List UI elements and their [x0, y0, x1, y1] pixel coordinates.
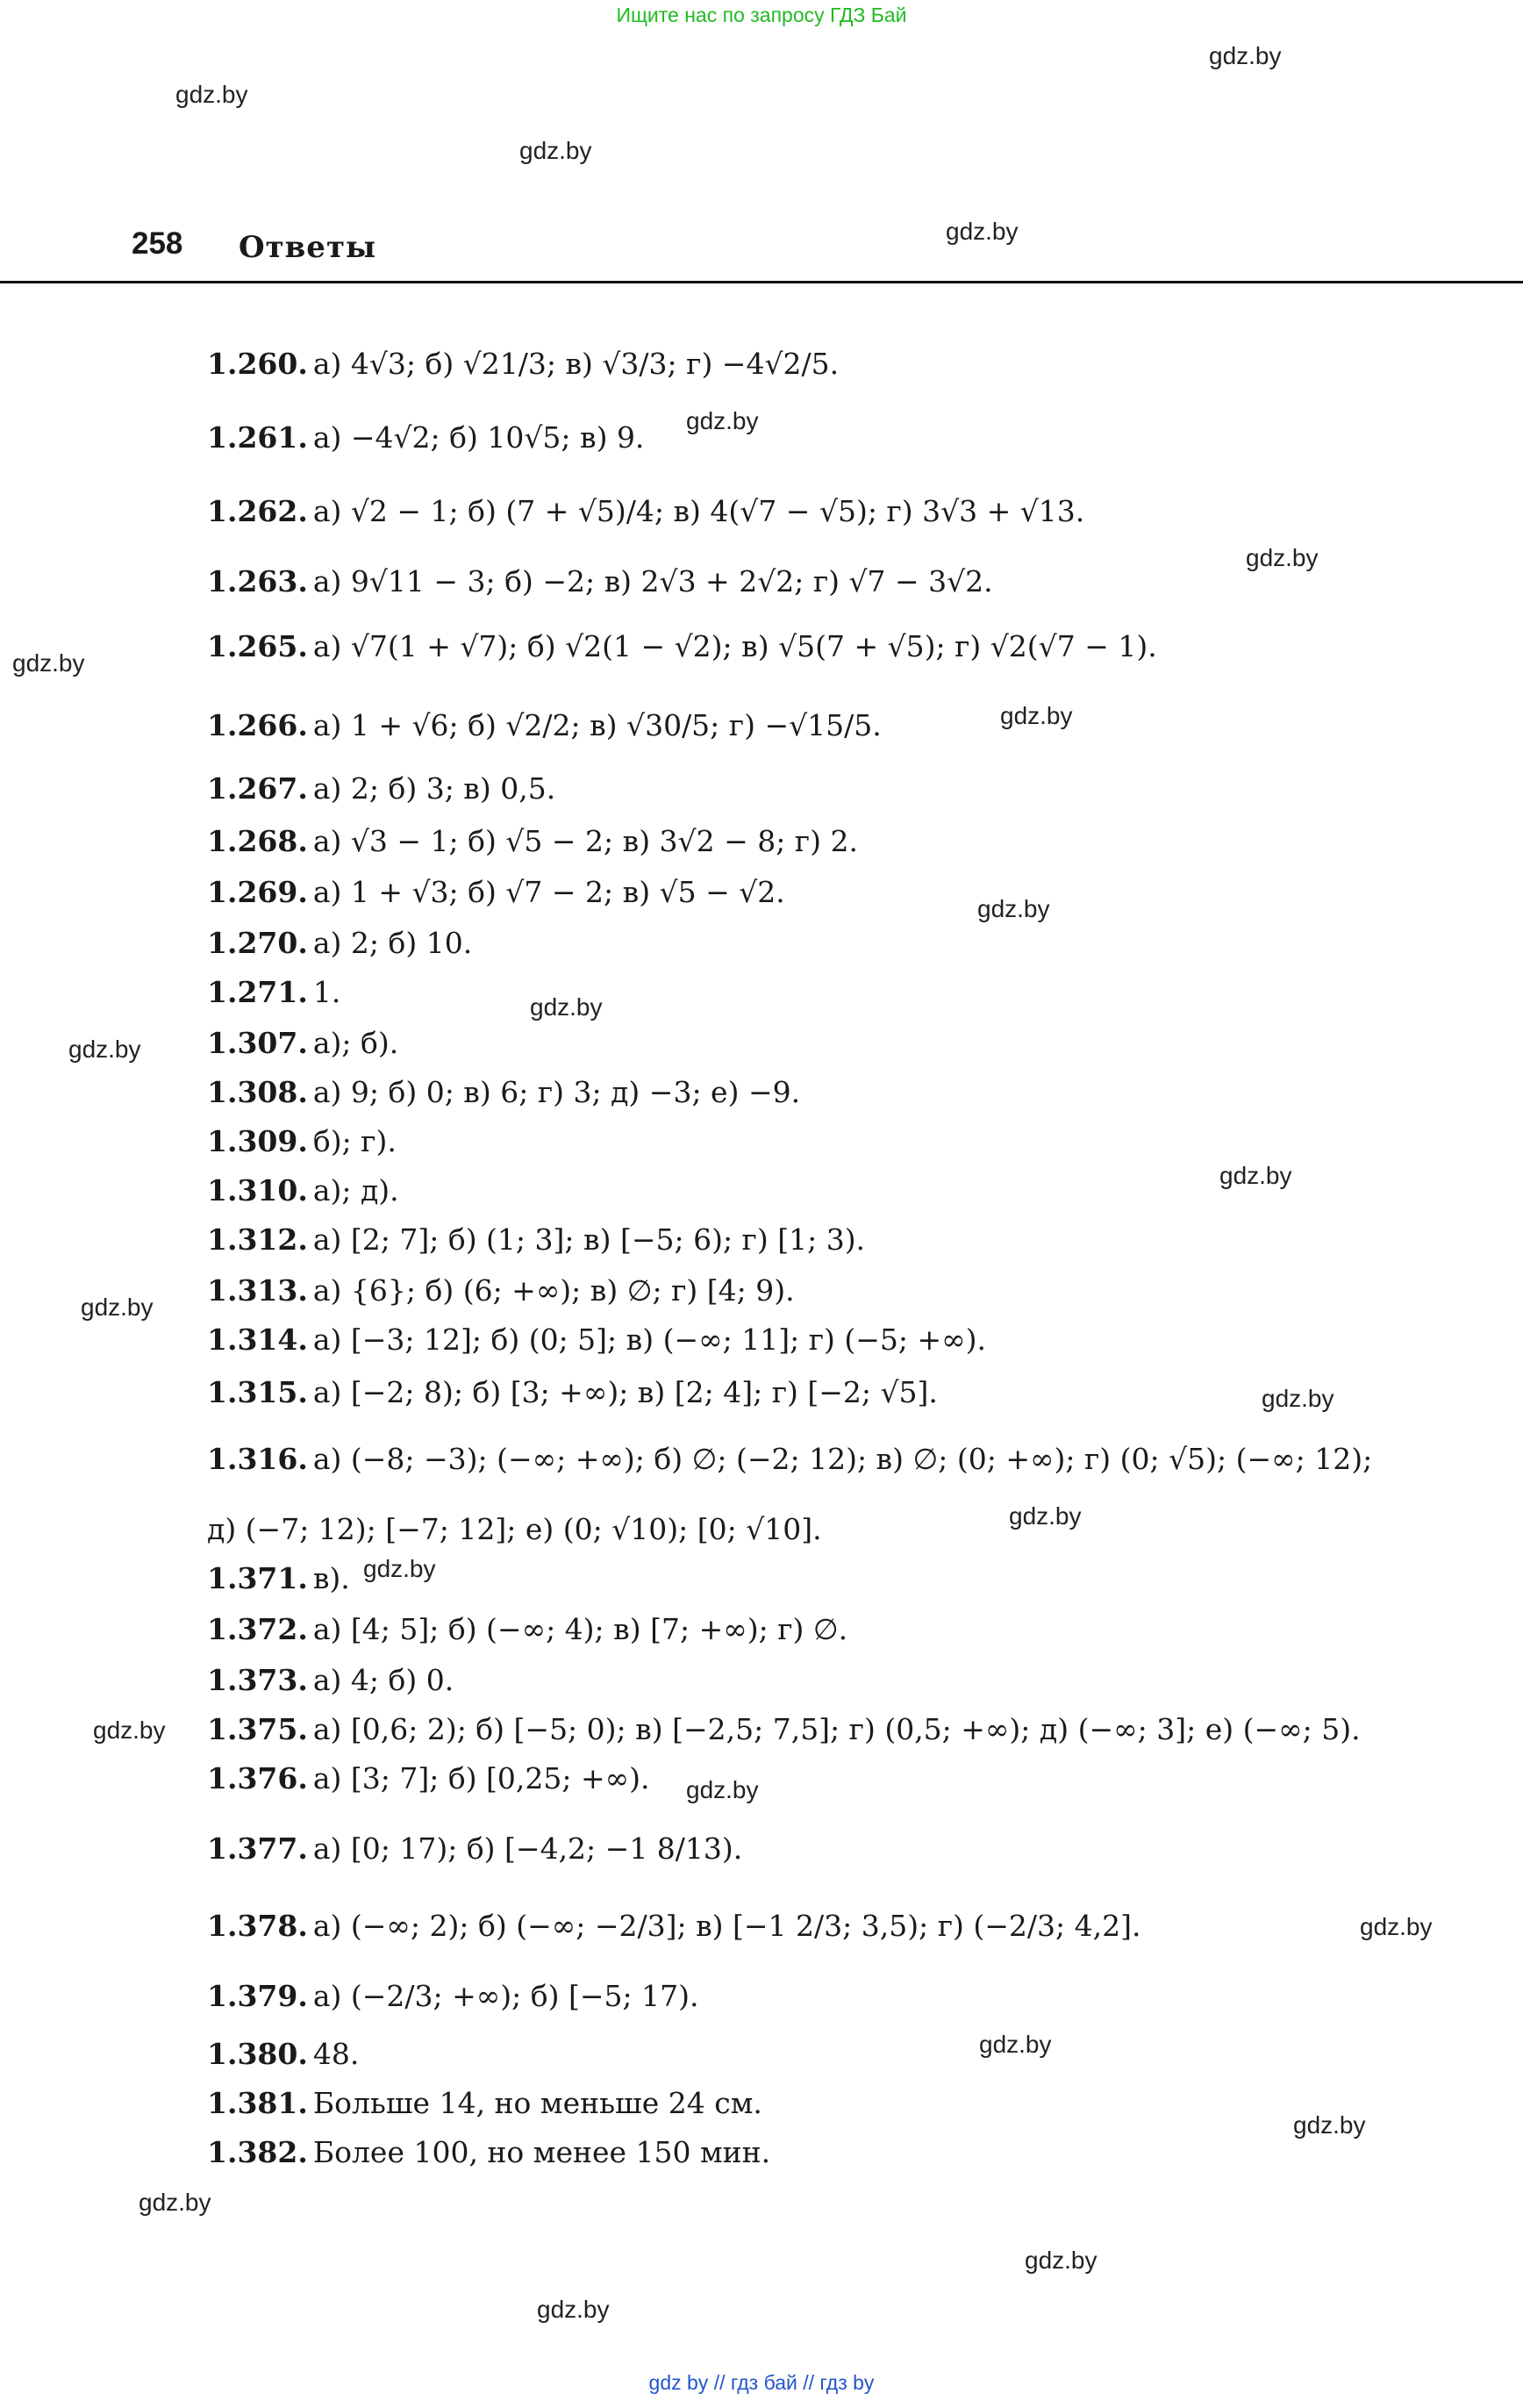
answer-row — [207, 926, 473, 960]
answer-row — [207, 875, 785, 909]
footer-links: gdz by // гдз бай // гдз by — [648, 2371, 875, 2394]
answer-row — [207, 1712, 1361, 1746]
watermark: gdz.by — [12, 649, 85, 677]
answer-text: в). — [312, 1561, 350, 1595]
answer-number: 1.307. — [207, 1026, 308, 1060]
answer-text: а) [−3; 12]; б) (0; 5]; в) (−∞; 11]; г) (−5; +∞). — [312, 1322, 986, 1357]
answer-text: а) [−2; 8); б) [3; +∞); в) [2; 4]; г) [−2; √5]. — [312, 1375, 938, 1409]
answer-text: Больше 14, но меньше 24 см. — [312, 2086, 762, 2120]
answer-row — [207, 347, 840, 381]
answer-text: а) √7(1 + √7); б) √2(1 − √2); в) √5(7 + √5); г) √2(√7 − 1). — [312, 629, 1157, 663]
watermark: gdz.by — [1219, 1162, 1292, 1189]
answer-number: 1.373. — [207, 1663, 308, 1697]
answer-number: 1.379. — [207, 1979, 308, 2013]
answer-row — [207, 494, 1085, 528]
answer-number: 1.265. — [207, 629, 308, 663]
watermark: gdz.by — [363, 1555, 436, 1582]
answer-row — [207, 1026, 399, 1060]
answer-row — [207, 1222, 866, 1257]
answer-number: 1.267. — [207, 771, 308, 806]
answer-text: 1. — [312, 975, 341, 1009]
answer-row — [207, 2135, 771, 2169]
answer-text: а) 4; б) 0. — [312, 1663, 454, 1697]
answer-text: а) 1 + √6; б) √2/2; в) √30/5; г) −√15/5. — [312, 708, 882, 742]
watermark: gdz.by — [1360, 1913, 1433, 1940]
answer-row — [207, 824, 858, 858]
answer-text: а) 2; б) 3; в) 0,5. — [312, 771, 556, 806]
answer-row — [207, 1831, 743, 1866]
answer-row — [207, 1612, 848, 1646]
answer-text: 48. — [312, 2037, 360, 2071]
answer-text: а); б). — [312, 1026, 399, 1060]
answer-text: а) (−8; −3); (−∞; +∞); б) ∅; (−2; 12); в) ∅; (0; +∞); г) (0; √5); (−∞; 12); — [312, 1442, 1373, 1476]
answer-text: а) [0; 17); б) [−4,2; −1 8/13). — [312, 1831, 743, 1866]
watermark: gdz.by — [977, 895, 1050, 922]
answer-text: а) 2; б) 10. — [312, 926, 473, 960]
watermark: gdz.by — [1293, 2111, 1366, 2139]
answer-number: 1.316. — [207, 1442, 308, 1476]
watermark: gdz.by — [1000, 702, 1073, 729]
answer-text: а) (−∞; 2); б) (−∞; −2/3]; в) [−1 2/3; 3,5); г) (−2/3; 4,2]. — [312, 1909, 1141, 1943]
answer-text: а) 9√11 − 3; б) −2; в) 2√3 + 2√2; г) √7 − 3√2. — [312, 564, 993, 598]
answer-text: а) [4; 5]; б) (−∞; 4); в) [7; +∞); г) ∅. — [312, 1612, 848, 1646]
answer-text: а) [0,6; 2); б) [−5; 0); в) [−2,5; 7,5]; г) (0,5; +∞); д) (−∞; 3]; е) (−∞; 5). — [312, 1712, 1361, 1746]
answer-row — [207, 1979, 699, 2013]
watermark: gdz.by — [81, 1294, 154, 1321]
answer-number: 1.380. — [207, 2037, 308, 2071]
answer-number: 1.376. — [207, 1761, 308, 1795]
answer-row — [207, 1761, 650, 1795]
answer-text: а) √2 − 1; б) (7 + √5)/4; в) 4(√7 − √5); г) 3√3 + √13. — [312, 494, 1085, 528]
answer-number: 1.377. — [207, 1831, 308, 1866]
answer-row — [207, 1909, 1141, 1943]
answer-row — [207, 1442, 1373, 1476]
answer-row — [207, 1075, 801, 1109]
answer-row — [207, 2037, 360, 2071]
answer-row — [207, 771, 556, 806]
answer-text: Более 100, но менее 150 мин. — [312, 2135, 771, 2169]
answer-row — [207, 1273, 795, 1308]
watermark: gdz.by — [1209, 42, 1282, 69]
page-title: Ответы — [239, 230, 377, 265]
watermark: gdz.by — [979, 2031, 1052, 2058]
watermark: gdz.by — [686, 407, 759, 434]
answer-text: д) (−7; 12); [−7; 12]; е) (0; √10); [0; √10]. — [207, 1512, 822, 1546]
answer-text: а) 9; б) 0; в) 6; г) 3; д) −3; е) −9. — [312, 1075, 801, 1109]
answer-number: 1.381. — [207, 2086, 308, 2120]
answer-number: 1.313. — [207, 1273, 308, 1308]
answer-text: а) √3 − 1; б) √5 − 2; в) 3√2 − 8; г) 2. — [312, 824, 858, 858]
answer-number: 1.309. — [207, 1124, 308, 1158]
answer-text: а) −4√2; б) 10√5; в) 9. — [312, 420, 645, 455]
answer-text: а) 1 + √3; б) √7 − 2; в) √5 − √2. — [312, 875, 785, 909]
answer-row — [207, 975, 341, 1009]
answer-number: 1.271. — [207, 975, 308, 1009]
answer-row — [207, 1124, 397, 1158]
answer-number: 1.261. — [207, 420, 308, 455]
watermark: gdz.by — [175, 81, 248, 108]
watermark: gdz.by — [1262, 1385, 1334, 1412]
answer-number: 1.269. — [207, 875, 308, 909]
answer-text: а) {6}; б) (6; +∞); в) ∅; г) [4; 9). — [312, 1273, 795, 1308]
answer-row — [207, 708, 882, 742]
answer-row — [207, 1173, 399, 1208]
answer-number: 1.270. — [207, 926, 308, 960]
watermark: gdz.by — [946, 218, 1019, 245]
answer-number: 1.310. — [207, 1173, 308, 1208]
answer-number: 1.378. — [207, 1909, 308, 1943]
answer-row — [207, 1375, 938, 1409]
answer-row-continued — [207, 1512, 822, 1546]
watermark: gdz.by — [1009, 1502, 1082, 1530]
watermark: gdz.by — [1246, 544, 1319, 571]
watermark: gdz.by — [139, 2189, 211, 2216]
answer-number: 1.266. — [207, 708, 308, 742]
answer-row — [207, 420, 645, 455]
answer-number: 1.372. — [207, 1612, 308, 1646]
answer-text: б); г). — [312, 1124, 397, 1158]
answer-number: 1.314. — [207, 1322, 308, 1357]
answer-row — [207, 629, 1157, 663]
answer-number: 1.308. — [207, 1075, 308, 1109]
answer-number: 1.268. — [207, 824, 308, 858]
answer-text: а) [2; 7]; б) (1; 3]; в) [−5; 6); г) [1; 3). — [312, 1222, 866, 1257]
answer-text: а); д). — [312, 1173, 399, 1208]
page-number: 258 — [132, 226, 183, 261]
watermark: gdz.by — [93, 1716, 166, 1744]
answer-number: 1.263. — [207, 564, 308, 598]
answer-row — [207, 564, 993, 598]
watermark: gdz.by — [686, 1776, 759, 1803]
answer-number: 1.375. — [207, 1712, 308, 1746]
answer-text: а) 4√3; б) √21/3; в) √3/3; г) −4√2/5. — [312, 347, 840, 381]
answer-number: 1.382. — [207, 2135, 308, 2169]
watermark: gdz.by — [68, 1036, 141, 1063]
watermark: gdz.by — [1025, 2247, 1098, 2274]
watermark: gdz.by — [519, 137, 592, 164]
answer-text: а) (−2/3; +∞); б) [−5; 17). — [312, 1979, 699, 2013]
answer-number: 1.262. — [207, 494, 308, 528]
answer-row — [207, 2086, 762, 2120]
answer-row — [207, 1663, 454, 1697]
answer-row — [207, 1561, 350, 1595]
watermark: gdz.by — [530, 993, 603, 1021]
answer-number: 1.260. — [207, 347, 308, 381]
header-divider — [0, 281, 1523, 283]
answer-row — [207, 1322, 986, 1357]
watermark: gdz.by — [537, 2296, 610, 2323]
answer-text: а) [3; 7]; б) [0,25; +∞). — [312, 1761, 650, 1795]
answer-number: 1.312. — [207, 1222, 308, 1257]
answer-number: 1.371. — [207, 1561, 308, 1595]
answer-number: 1.315. — [207, 1375, 308, 1409]
top-banner: Ищите нас по запросу ГДЗ Бай — [616, 4, 907, 26]
